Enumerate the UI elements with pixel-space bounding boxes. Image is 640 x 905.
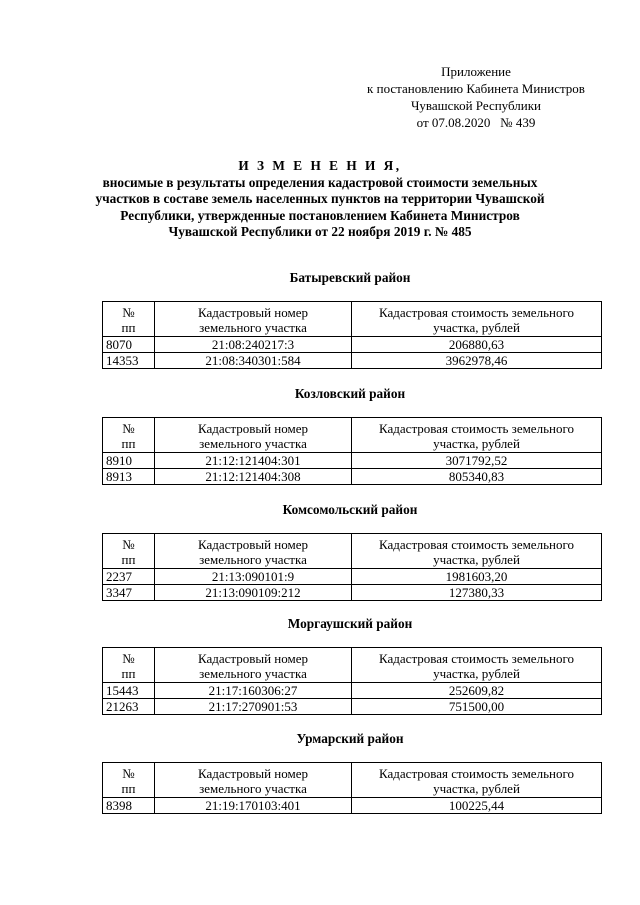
header-no: № пп: [103, 763, 155, 798]
table-header-row: [103, 534, 602, 569]
header-cadastral-number: Кадастровый номер земельного участка: [155, 302, 352, 337]
table-header-row: [103, 648, 602, 683]
header-cadastral-number: Кадастровый номер земельного участка: [155, 534, 352, 569]
table-row: [103, 798, 602, 814]
district-heading: Козловский район: [294, 386, 406, 401]
cell-no: 3347: [103, 585, 155, 601]
district-heading: Комсомольский район: [282, 502, 418, 517]
header-cadastral-number: Кадастровый номер земельного участка: [155, 763, 352, 798]
header-cadastral-cost: Кадастровая стоимость земельного участка, рублей: [352, 302, 602, 337]
cell-no: 8913: [103, 469, 155, 485]
table-row: [103, 469, 602, 485]
cell-cadastral-cost: 206880,63: [352, 337, 602, 353]
cell-no: 15443: [103, 683, 155, 699]
cell-cadastral-number: 21:12:121404:308: [155, 469, 352, 485]
cell-cadastral-number: 21:12:121404:301: [155, 453, 352, 469]
district-heading: Урмарский район: [296, 731, 404, 746]
cell-cadastral-number: 21:08:240217:3: [155, 337, 352, 353]
cell-cadastral-number: 21:19:170103:401: [155, 798, 352, 814]
cadastral-table: [102, 647, 602, 715]
title-line: вносимые в результаты определения кадастровой стоимости земельных: [102, 174, 538, 190]
header-cadastral-cost: Кадастровая стоимость земельного участка, рублей: [352, 648, 602, 683]
cell-cadastral-number: 21:08:340301:584: [155, 353, 352, 369]
header-cadastral-cost: Кадастровая стоимость земельного участка, рублей: [352, 763, 602, 798]
title-line: Чувашской Республики от 22 ноября 2019 г. № 485: [168, 224, 472, 239]
table-row: [103, 453, 602, 469]
cell-cadastral-cost: 3962978,46: [352, 353, 602, 369]
header-cadastral-cost: Кадастровая стоимость земельного участка, рублей: [352, 418, 602, 453]
cell-cadastral-number: 21:13:090109:212: [155, 585, 352, 601]
cell-cadastral-cost: 3071792,52: [352, 453, 602, 469]
table-row: [103, 585, 602, 601]
table-row: [103, 569, 602, 585]
document-title: [70, 158, 570, 241]
appendix-line: к постановлению Кабинета Министров: [367, 81, 585, 96]
cell-cadastral-cost: 100225,44: [352, 798, 602, 814]
cell-no: 8398: [103, 798, 155, 814]
cell-cadastral-cost: 1981603,20: [352, 569, 602, 585]
header-cadastral-number: Кадастровый номер земельного участка: [155, 648, 352, 683]
header-no: № пп: [103, 534, 155, 569]
table-row: [103, 337, 602, 353]
cell-no: 14353: [103, 353, 155, 369]
cell-cadastral-number: 21:17:160306:27: [155, 683, 352, 699]
title-main: И З М Е Н Е Н И Я,: [238, 158, 402, 173]
cadastral-table: [102, 762, 602, 814]
table-header-row: [103, 302, 602, 337]
cell-no: 8910: [103, 453, 155, 469]
appendix-line: Приложение: [441, 64, 511, 79]
cadastral-table: [102, 533, 602, 601]
cadastral-table: [102, 301, 602, 369]
cell-cadastral-cost: 751500,00: [352, 699, 602, 715]
table-header-row: [103, 418, 602, 453]
table-row: [103, 699, 602, 715]
district-heading: Батыревский район: [289, 270, 411, 285]
cell-cadastral-number: 21:13:090101:9: [155, 569, 352, 585]
title-line: участков в составе земель населенных пунктов на территории Чувашской: [95, 191, 545, 206]
district-heading: Моргаушский район: [287, 616, 413, 631]
cell-no: 21263: [103, 699, 155, 715]
table-header-row: [103, 763, 602, 798]
appendix-header: [352, 63, 600, 131]
cadastral-table: [102, 417, 602, 485]
cell-cadastral-cost: 252609,82: [352, 683, 602, 699]
cell-cadastral-cost: 805340,83: [352, 469, 602, 485]
appendix-date: от 07.08.2020 № 439: [416, 115, 536, 130]
table-row: [103, 683, 602, 699]
header-no: № пп: [103, 418, 155, 453]
header-no: № пп: [103, 648, 155, 683]
header-no: № пп: [103, 302, 155, 337]
cell-no: 2237: [103, 569, 155, 585]
title-line: Республики, утвержденные постановлением Кабинета Министров: [120, 207, 520, 223]
cell-no: 8070: [103, 337, 155, 353]
cell-cadastral-number: 21:17:270901:53: [155, 699, 352, 715]
header-cadastral-number: Кадастровый номер земельного участка: [155, 418, 352, 453]
table-row: [103, 353, 602, 369]
cell-cadastral-cost: 127380,33: [352, 585, 602, 601]
header-cadastral-cost: Кадастровая стоимость земельного участка, рублей: [352, 534, 602, 569]
appendix-line: Чувашской Республики: [410, 98, 542, 113]
